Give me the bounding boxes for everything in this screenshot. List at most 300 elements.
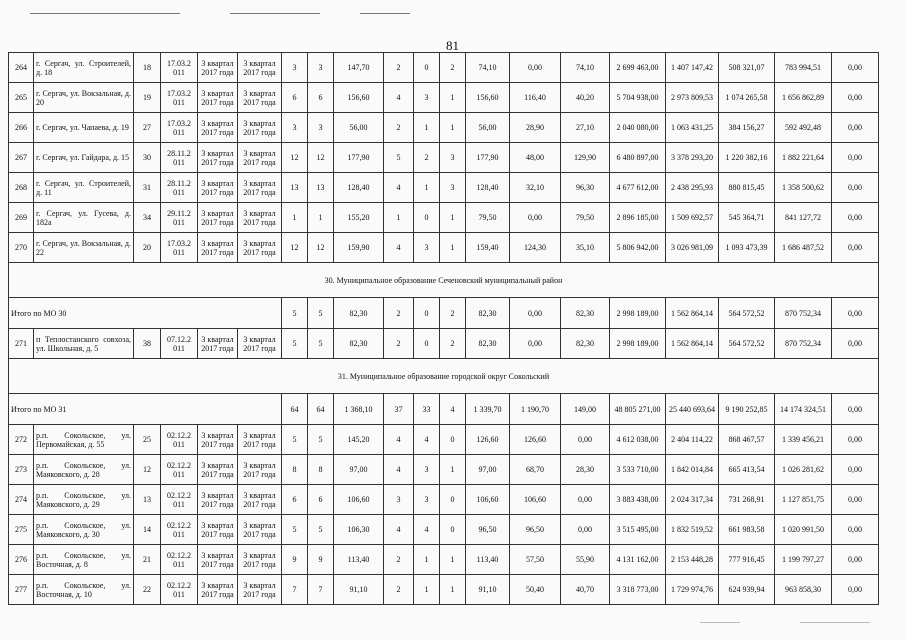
top-rule-mid — [230, 13, 320, 14]
table-cell: 270 — [9, 233, 34, 263]
table-cell: 1 832 519,52 — [666, 515, 719, 545]
table-cell: 74,10 — [466, 53, 510, 83]
table-cell: р.п. Сокольское, ул. Маяковского, д. 28 — [34, 455, 134, 485]
table-cell: 1 368,10 — [334, 394, 384, 425]
table-cell: 128,40 — [334, 173, 384, 203]
table-cell: 868 467,57 — [719, 425, 775, 455]
table-cell: 268 — [9, 173, 34, 203]
table-cell: 0,00 — [510, 329, 561, 359]
table-cell: 82,30 — [466, 298, 510, 329]
table-cell: 384 156,27 — [719, 113, 775, 143]
table-cell: 4 — [440, 394, 466, 425]
table-cell: г. Сергач, ул. Гайдара, д. 15 — [34, 143, 134, 173]
table-row — [9, 173, 879, 203]
table-cell: 3 квартал 2017 года — [198, 455, 238, 485]
table-cell: 841 127,72 — [775, 203, 832, 233]
table-cell: 50,40 — [510, 575, 561, 605]
table-cell: 1 — [440, 113, 466, 143]
table-row — [9, 455, 879, 485]
table-cell: 870 752,34 — [775, 298, 832, 329]
table-cell: 2 — [440, 298, 466, 329]
table-cell: 2 438 295,93 — [666, 173, 719, 203]
table-cell: 20 — [134, 233, 161, 263]
table-cell: 3 — [414, 83, 440, 113]
table-cell: 2 — [414, 143, 440, 173]
page-number: 81 — [446, 38, 459, 53]
table-cell: 3 квартал 2017 года — [238, 515, 282, 545]
table-cell: 0,00 — [832, 515, 879, 545]
table-cell: 5 — [308, 329, 334, 359]
table-cell: 02.12.2 011 — [161, 545, 198, 575]
table-cell: 2 699 463,00 — [610, 53, 666, 83]
table-cell: 106,60 — [334, 485, 384, 515]
table-cell: 6 — [282, 83, 308, 113]
table-cell: 2 — [384, 53, 414, 83]
table-cell: 82,30 — [334, 329, 384, 359]
table-cell: 624 939,94 — [719, 575, 775, 605]
table-cell: 0,00 — [832, 329, 879, 359]
table-cell: 113,40 — [334, 545, 384, 575]
table-cell: 155,20 — [334, 203, 384, 233]
table-cell: 3 квартал 2017 года — [238, 83, 282, 113]
table-cell: 272 — [9, 425, 34, 455]
table-row — [9, 575, 879, 605]
table-cell: 13 — [308, 173, 334, 203]
table-cell: 3 квартал 2017 года — [238, 173, 282, 203]
table-cell: 3 квартал 2017 года — [198, 515, 238, 545]
table-cell: 0,00 — [561, 515, 610, 545]
table-cell: 5 806 942,00 — [610, 233, 666, 263]
table-cell: 02.12.2 011 — [161, 425, 198, 455]
table-cell: 68,70 — [510, 455, 561, 485]
table-cell: 28.11.2 011 — [161, 143, 198, 173]
table-cell: 156,60 — [334, 83, 384, 113]
table-cell: 02.12.2 011 — [161, 485, 198, 515]
table-cell: 545 364,71 — [719, 203, 775, 233]
table-cell: р.п. Сокольское, ул. Восточная, д. 8 — [34, 545, 134, 575]
table-row — [9, 329, 879, 359]
table-cell: 1 729 974,76 — [666, 575, 719, 605]
table-cell: 22 — [134, 575, 161, 605]
table-cell: 2 896 185,00 — [610, 203, 666, 233]
table-cell: 3 квартал 2017 года — [238, 329, 282, 359]
table-cell: 116,40 — [510, 83, 561, 113]
table-cell: 276 — [9, 545, 34, 575]
table-cell: 564 572,52 — [719, 329, 775, 359]
table-cell: 1 — [308, 203, 334, 233]
table-cell: 3 квартал 2017 года — [198, 329, 238, 359]
section-title: 31. Муниципальное образование городской округ Сокольский — [9, 359, 879, 394]
table-cell: 0,00 — [832, 53, 879, 83]
table-cell: 0,00 — [832, 143, 879, 173]
table-cell: 264 — [9, 53, 34, 83]
table-cell: 7 — [282, 575, 308, 605]
table-cell: 0,00 — [832, 575, 879, 605]
table-cell: 3 квартал 2017 года — [198, 233, 238, 263]
table-cell: 0,00 — [832, 233, 879, 263]
table-cell: 1 — [414, 113, 440, 143]
table-cell: 0 — [414, 53, 440, 83]
table-cell: г. Сергач, ул. Строителей, д. 18 — [34, 53, 134, 83]
table-cell: 277 — [9, 575, 34, 605]
table-cell: 8 — [282, 455, 308, 485]
total-label: Итого по МО 30 — [9, 298, 282, 329]
table-cell: 1 063 431,25 — [666, 113, 719, 143]
table-cell: 124,30 — [510, 233, 561, 263]
table-cell: 3 — [308, 53, 334, 83]
table-cell: 177,90 — [466, 143, 510, 173]
table-cell: 5 — [282, 329, 308, 359]
table-cell: 265 — [9, 83, 34, 113]
total-label: Итого по МО 31 — [9, 394, 282, 425]
table-cell: 97,00 — [334, 455, 384, 485]
table-cell: 56,00 — [466, 113, 510, 143]
table-cell: 2 — [384, 113, 414, 143]
table-cell: 275 — [9, 515, 34, 545]
table-cell: 1 — [440, 545, 466, 575]
table-cell: 6 480 897,00 — [610, 143, 666, 173]
table-cell: 2 998 189,00 — [610, 298, 666, 329]
table-cell: 1 656 862,89 — [775, 83, 832, 113]
table-cell: 1 — [384, 203, 414, 233]
table-cell: 1 093 473,39 — [719, 233, 775, 263]
table-cell: 57,50 — [510, 545, 561, 575]
table-row — [9, 53, 879, 83]
table-cell: 4 — [384, 455, 414, 485]
table-cell: 3 квартал 2017 года — [238, 455, 282, 485]
table-cell: г. Сергач, ул. Чапаева, д. 19 — [34, 113, 134, 143]
table-cell: 1 882 221,64 — [775, 143, 832, 173]
table-cell: 96,30 — [561, 173, 610, 203]
table-cell: 5 — [308, 298, 334, 329]
table-cell: 31 — [134, 173, 161, 203]
table-cell: 2 — [384, 298, 414, 329]
table-cell: г. Сергач, ул. Гусева, д. 182а — [34, 203, 134, 233]
table-cell: 48 805 271,00 — [610, 394, 666, 425]
table-cell: 27 — [134, 113, 161, 143]
table-cell: г. Сергач, ул. Вокзальная, д. 20 — [34, 83, 134, 113]
table-cell: 40,20 — [561, 83, 610, 113]
table-cell: 12 — [134, 455, 161, 485]
table-cell: 32,10 — [510, 173, 561, 203]
table-cell: 0,00 — [832, 113, 879, 143]
table-cell: 963 858,30 — [775, 575, 832, 605]
table-cell: г. Сергач, ул. Вокзальная, д. 22 — [34, 233, 134, 263]
table-cell: 564 572,52 — [719, 298, 775, 329]
table-cell: 5 — [282, 298, 308, 329]
table-cell: 64 — [282, 394, 308, 425]
table-cell: 4 — [384, 515, 414, 545]
table-cell: 3 квартал 2017 года — [238, 485, 282, 515]
table-cell: 3 квартал 2017 года — [238, 233, 282, 263]
table-cell: 4 131 162,00 — [610, 545, 666, 575]
table-cell: 12 — [282, 143, 308, 173]
table-cell: 0,00 — [832, 203, 879, 233]
table-cell: 783 994,51 — [775, 53, 832, 83]
table-cell: 870 752,34 — [775, 329, 832, 359]
table-cell: 6 — [282, 485, 308, 515]
table-cell: 0,00 — [510, 53, 561, 83]
table-cell: 1 — [282, 203, 308, 233]
table-cell: 6 — [308, 83, 334, 113]
table-cell: 0,00 — [832, 485, 879, 515]
table-row — [9, 233, 879, 263]
table-cell: 159,90 — [334, 233, 384, 263]
table-row — [9, 203, 879, 233]
table-cell: 79,50 — [561, 203, 610, 233]
table-cell: 14 174 324,51 — [775, 394, 832, 425]
table-cell: 9 — [308, 545, 334, 575]
table-cell: 1 339 456,21 — [775, 425, 832, 455]
table-cell: 4 — [384, 425, 414, 455]
table-cell: 9 190 252,85 — [719, 394, 775, 425]
table-cell: 1 509 692,57 — [666, 203, 719, 233]
table-cell: 0,00 — [832, 173, 879, 203]
table-cell: 91,10 — [466, 575, 510, 605]
table-cell: 274 — [9, 485, 34, 515]
housing-table — [8, 52, 879, 605]
table-cell: 0 — [414, 329, 440, 359]
table-cell: 1 — [414, 545, 440, 575]
table-cell: 1 020 991,50 — [775, 515, 832, 545]
table-cell: 592 492,48 — [775, 113, 832, 143]
table-cell: 13 — [282, 173, 308, 203]
table-cell: 64 — [308, 394, 334, 425]
table-cell: 2 — [384, 329, 414, 359]
table-cell: 661 983,58 — [719, 515, 775, 545]
table-row — [9, 515, 879, 545]
bottom-mark — [700, 622, 740, 623]
table-cell: 126,60 — [510, 425, 561, 455]
table-cell: 3 318 773,00 — [610, 575, 666, 605]
table-cell: 28.11.2 011 — [161, 173, 198, 203]
table-cell: 3 883 438,00 — [610, 485, 666, 515]
table-row — [9, 113, 879, 143]
table-cell: 25 440 693,64 — [666, 394, 719, 425]
table-cell: 4 677 612,00 — [610, 173, 666, 203]
table-cell: 17.03.2 011 — [161, 83, 198, 113]
table-cell: 3 квартал 2017 года — [238, 113, 282, 143]
table-cell: 17.03.2 011 — [161, 113, 198, 143]
table-cell: 17.03.2 011 — [161, 53, 198, 83]
table-cell: 3 — [282, 113, 308, 143]
table-cell: 34 — [134, 203, 161, 233]
table-cell: 3 — [384, 485, 414, 515]
table-cell: 5 — [282, 515, 308, 545]
table-cell: 96,50 — [510, 515, 561, 545]
table-cell: 1 — [414, 575, 440, 605]
table-cell: 4 — [384, 233, 414, 263]
table-cell: 508 321,07 — [719, 53, 775, 83]
table-cell: 3 квартал 2017 года — [198, 485, 238, 515]
table-cell: 2 998 189,00 — [610, 329, 666, 359]
table-cell: 3 — [440, 143, 466, 173]
table-cell: 2 153 448,28 — [666, 545, 719, 575]
table-cell: 28,30 — [561, 455, 610, 485]
table-cell: 3 — [414, 455, 440, 485]
table-cell: 02.12.2 011 — [161, 575, 198, 605]
top-rule-right — [360, 13, 410, 14]
table-cell: 126,60 — [466, 425, 510, 455]
table-cell: 7 — [308, 575, 334, 605]
table-cell: 5 704 938,00 — [610, 83, 666, 113]
table-cell: 82,30 — [334, 298, 384, 329]
table-cell: 2 040 080,00 — [610, 113, 666, 143]
table-cell: 5 — [308, 515, 334, 545]
table-cell: 0,00 — [832, 298, 879, 329]
table-cell: 269 — [9, 203, 34, 233]
table-row — [9, 83, 879, 113]
top-rule-left — [30, 13, 180, 14]
table-cell: 0,00 — [561, 425, 610, 455]
table-cell: 0,00 — [832, 425, 879, 455]
table-cell: 0,00 — [832, 394, 879, 425]
total-row — [9, 298, 879, 329]
table-row — [9, 545, 879, 575]
table-cell: 29.11.2 011 — [161, 203, 198, 233]
table-cell: 1 339,70 — [466, 394, 510, 425]
table-cell: 267 — [9, 143, 34, 173]
table-cell: 129,90 — [561, 143, 610, 173]
table-cell: 13 — [134, 485, 161, 515]
table-cell: 3 — [414, 233, 440, 263]
table-cell: 33 — [414, 394, 440, 425]
table-cell: 3 квартал 2017 года — [238, 545, 282, 575]
table-cell: 106,60 — [510, 485, 561, 515]
table-cell: 1 686 487,52 — [775, 233, 832, 263]
table-cell: 3 — [440, 173, 466, 203]
table-cell: 27,10 — [561, 113, 610, 143]
table-cell: 4 — [414, 515, 440, 545]
table-cell: 0 — [414, 298, 440, 329]
table-cell: 97,00 — [466, 455, 510, 485]
table-cell: р.п. Сокольское, ул. Восточная, д. 10 — [34, 575, 134, 605]
table-cell: 177,90 — [334, 143, 384, 173]
table-cell: 17.03.2 011 — [161, 233, 198, 263]
table-cell: 1 — [414, 173, 440, 203]
table-cell: 3 квартал 2017 года — [198, 173, 238, 203]
total-row — [9, 394, 879, 425]
table-cell: 3 квартал 2017 года — [198, 113, 238, 143]
table-cell: 1 562 864,14 — [666, 298, 719, 329]
section-header-row — [9, 263, 879, 298]
table-cell: 0 — [440, 425, 466, 455]
table-cell: 0,00 — [832, 455, 879, 485]
table-cell: 3 — [414, 485, 440, 515]
table-cell: 777 916,45 — [719, 545, 775, 575]
table-cell: 82,30 — [561, 298, 610, 329]
table-cell: 1 — [440, 83, 466, 113]
table-cell: 106,60 — [466, 485, 510, 515]
table-cell: 56,00 — [334, 113, 384, 143]
table-cell: 0,00 — [561, 485, 610, 515]
table-row — [9, 425, 879, 455]
table-cell: 25 — [134, 425, 161, 455]
table-cell: 12 — [308, 233, 334, 263]
table-cell: 30 — [134, 143, 161, 173]
table-cell: 18 — [134, 53, 161, 83]
table-cell: 1 — [440, 203, 466, 233]
table-cell: 147,70 — [334, 53, 384, 83]
table-cell: 79,50 — [466, 203, 510, 233]
table-cell: 02.12.2 011 — [161, 455, 198, 485]
table-cell: р.п. Сокольское, ул. Маяковского, д. 30 — [34, 515, 134, 545]
table-cell: 5 — [308, 425, 334, 455]
table-row — [9, 485, 879, 515]
table-cell: 55,90 — [561, 545, 610, 575]
table-cell: 1 358 500,62 — [775, 173, 832, 203]
table-cell: 665 413,54 — [719, 455, 775, 485]
table-cell: 3 378 293,20 — [666, 143, 719, 173]
table-cell: 4 612 038,00 — [610, 425, 666, 455]
table-cell: 1 127 851,75 — [775, 485, 832, 515]
section-title: 30. Муниципальное образование Сеченовский муниципальный район — [9, 263, 879, 298]
table-cell: 12 — [308, 143, 334, 173]
table-cell: 4 — [414, 425, 440, 455]
table-cell: 3 — [308, 113, 334, 143]
table-cell: 3 квартал 2017 года — [198, 425, 238, 455]
table-cell: 82,30 — [561, 329, 610, 359]
table-cell: 4 — [384, 83, 414, 113]
table-cell: г. Сергач, ул. Строителей, д. 11 — [34, 173, 134, 203]
table-cell: 3 квартал 2017 года — [198, 575, 238, 605]
table-cell: р.п. Сокольское, ул. Маяковского, д. 29 — [34, 485, 134, 515]
table-cell: 0,00 — [510, 203, 561, 233]
table-cell: 1 — [440, 233, 466, 263]
table-cell: 149,00 — [561, 394, 610, 425]
table-cell: 3 квартал 2017 года — [198, 53, 238, 83]
table-cell: 07.12.2 011 — [161, 329, 198, 359]
table-cell: 3 533 710,00 — [610, 455, 666, 485]
table-cell: 21 — [134, 545, 161, 575]
table-cell: 28,90 — [510, 113, 561, 143]
table-cell: 0,00 — [510, 298, 561, 329]
table-cell: 74,10 — [561, 53, 610, 83]
table-cell: 02.12.2 011 — [161, 515, 198, 545]
table-cell: 2 404 114,22 — [666, 425, 719, 455]
table-cell: 2 — [440, 53, 466, 83]
table-cell: 96,50 — [466, 515, 510, 545]
table-cell: р.п. Сокольское, ул. Первомайская, д. 55 — [34, 425, 134, 455]
table-cell: п Теплостанского совхоза, ул. Школьная, д. 5 — [34, 329, 134, 359]
table-cell: 2 — [384, 575, 414, 605]
table-cell: 8 — [308, 455, 334, 485]
table-cell: 1 026 281,62 — [775, 455, 832, 485]
table-cell: 1 199 797,27 — [775, 545, 832, 575]
table-cell: 128,40 — [466, 173, 510, 203]
table-cell: 3 квартал 2017 года — [238, 143, 282, 173]
table-cell: 266 — [9, 113, 34, 143]
table-cell: 4 — [384, 173, 414, 203]
table-cell: 159,40 — [466, 233, 510, 263]
table-cell: 1 562 864,14 — [666, 329, 719, 359]
table-cell: 2 — [440, 329, 466, 359]
table-cell: 731 268,91 — [719, 485, 775, 515]
table-cell: 3 квартал 2017 года — [238, 425, 282, 455]
table-cell: 3 квартал 2017 года — [198, 203, 238, 233]
table-cell: 40,70 — [561, 575, 610, 605]
table-cell: 1 — [440, 455, 466, 485]
table-cell: 3 квартал 2017 года — [238, 203, 282, 233]
table-cell: 113,40 — [466, 545, 510, 575]
section-header-row — [9, 359, 879, 394]
table-cell: 880 815,45 — [719, 173, 775, 203]
table-cell: 1 842 014,84 — [666, 455, 719, 485]
table-cell: 38 — [134, 329, 161, 359]
table-cell: 1 074 265,58 — [719, 83, 775, 113]
table-row — [9, 143, 879, 173]
table-cell: 6 — [308, 485, 334, 515]
